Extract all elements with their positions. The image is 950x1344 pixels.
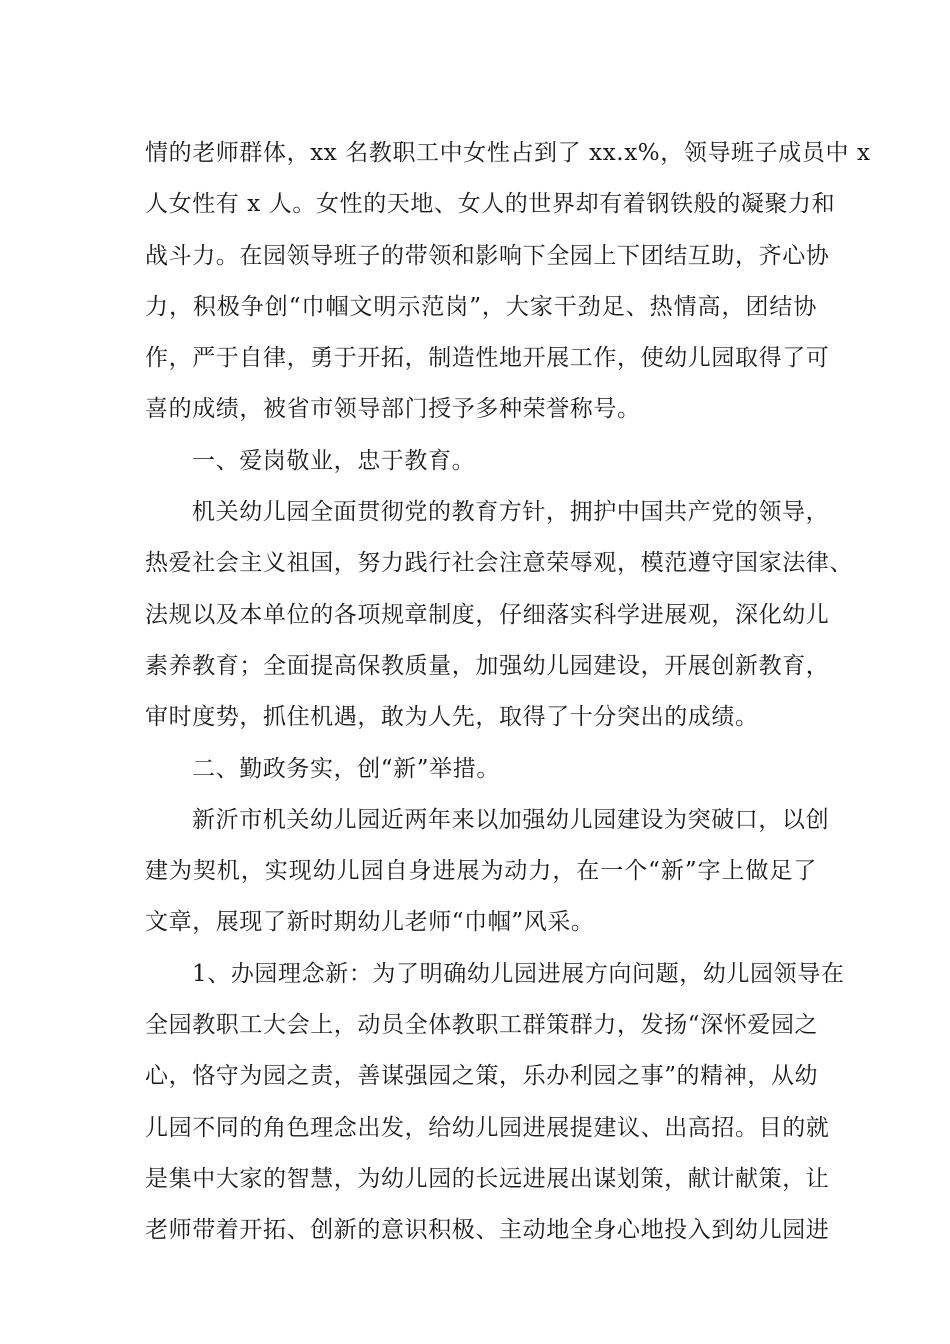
text-line: 人女性有 x 人。女性的天地、女人的世界却有着钢铁般的凝聚力和	[145, 191, 836, 218]
text-line: 情的老师群体，xx 名教职工中女性占到了 xx.x%，领导班子成员中 x	[145, 140, 871, 166]
text-line: 喜的成绩，被省市领导部门授予多种荣誉称号。	[145, 396, 641, 423]
text-line: 素养教育；全面提高保教质量，加强幼儿园建设，开展创新教育，	[145, 652, 830, 679]
text-line: 作，严于自律，勇于开拓，制造性地开展工作，使幼儿园取得了可	[145, 345, 830, 372]
section-heading: 一、爱岗敬业，忠于教育。	[192, 447, 476, 474]
text-line: 新沂市机关幼儿园近两年来以加强幼儿园建设为突破口，以创	[192, 806, 830, 833]
document-body	[145, 128, 871, 1257]
text-line: 法规以及本单位的各项规章制度，仔细落实科学进展观，深化幼儿	[145, 601, 830, 628]
text-line: 儿园不同的角色理念出发，给幼儿园进展提建议、出高招。目的就	[145, 1114, 830, 1141]
text-line: 老师带着开拓、创新的意识积极、主动地全身心地投入到幼儿园进	[145, 1217, 830, 1244]
text-line: 战斗力。在园领导班子的带领和影响下全园上下团结互助，齐心协	[145, 242, 830, 269]
text-line: 审时度势，抓住机遇，敢为人先，取得了十分突出的成绩。	[145, 704, 759, 731]
text-line: 建为契机，实现幼儿园自身进展为动力，在一个“新”字上做足了	[145, 858, 817, 885]
text-line: 文章，展现了新时期幼儿老师“巾帼”风采。	[145, 909, 595, 936]
text-line: 1、办园理念新：为了明确幼儿园进展方向问题，幼儿园领导在	[192, 960, 845, 987]
text-line: 全园教职工大会上，动员全体教职工群策群力，发扬“深怀爱园之	[145, 1012, 819, 1039]
text-line: 是集中大家的智慧，为幼儿园的长远进展出谋划策，献计献策，让	[145, 1165, 830, 1192]
text-line: 机关幼儿园全面贯彻党的教育方针，拥护中国共产党的领导，	[192, 499, 830, 526]
text-line: 心，恪守为园之责，善谋强园之策，乐办利园之事”的精神，从幼	[145, 1063, 819, 1090]
text-line: 热爱社会主义祖国，努力践行社会注意荣辱观，模范遵守国家法律、	[145, 550, 853, 577]
text-line: 力，积极争创“巾帼文明示范岗”，大家干劲足、热情高，团结协	[145, 293, 817, 320]
section-heading: 二、勤政务实，创“新”举措。	[192, 755, 500, 782]
